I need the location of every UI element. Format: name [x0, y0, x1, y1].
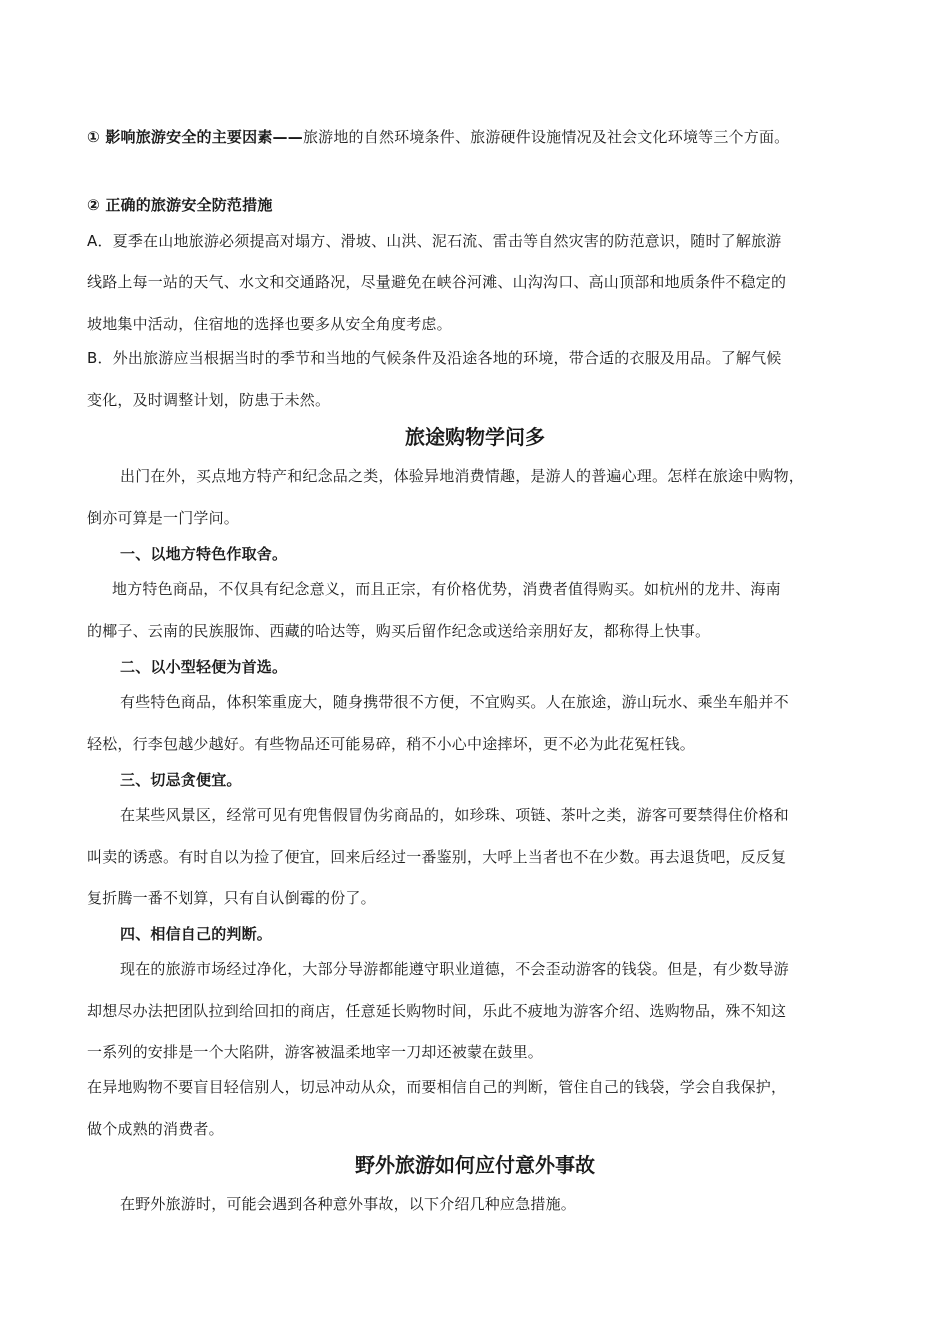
safety-factors-heading: ① 影响旅游安全的主要因素——: [87, 128, 303, 146]
measure-a-line-3: 坡地集中活动，住宿地的选择也要多从安全角度考虑。: [87, 315, 452, 333]
shopping-conclusion-line-2: 做个成熟的消费者。: [87, 1120, 224, 1138]
shopping-heading-1: 一、以地方特色作取舍。: [120, 545, 288, 563]
shopping-intro-line-1: 出门在外，买点地方特产和纪念品之类，体验异地消费情趣，是游人的普遍心理。怎样在旅途中购物，: [120, 467, 805, 485]
shopping-p3-line-1: 在某些风景区，经常可见有兜售假冒伪劣商品的，如珍珠、项链、茶叶之类，游客可要禁得住价格和: [120, 806, 789, 824]
outdoor-intro: 在野外旅游时，可能会遇到各种意外事故，以下介绍几种应急措施。: [120, 1195, 577, 1213]
shopping-title: 旅途购物学问多: [405, 425, 545, 449]
shopping-p3-line-3: 复折腾一番不划算，只有自认倒霉的份了。: [87, 889, 376, 907]
shopping-p4-line-3: 一系列的安排是一个大陷阱，游客被温柔地宰一刀却还被蒙在鼓里。: [87, 1043, 544, 1061]
shopping-heading-3: 三、切忌贪便宜。: [120, 771, 242, 789]
shopping-p2-line-1: 有些特色商品，体积笨重庞大，随身携带很不方便，不宜购买。人在旅途，游山玩水、乘坐车船并不: [120, 693, 789, 711]
measure-b-line-1: B．外出旅游应当根据当时的季节和当地的气候条件及沿途各地的环境，带合适的衣服及用品。了解气候: [87, 349, 782, 367]
measure-b-line-2: 变化，及时调整计划，防患于未然。: [87, 391, 331, 409]
shopping-p1-line-2: 的椰子、云南的民族服饰、西藏的哈达等，购买后留作纪念或送给亲朋好友，都称得上快事。: [87, 622, 711, 640]
safety-factors-text: 旅游地的自然环境条件、旅游硬件设施情况及社会文化环境等三个方面。: [302, 128, 790, 146]
measure-a-line-2: 线路上每一站的天气、水文和交通路况，尽量避免在峡谷河滩、山沟沟口、高山顶部和地质条件不稳定的: [87, 273, 787, 291]
outdoor-title: 野外旅游如何应付意外事故: [355, 1153, 595, 1177]
shopping-p1-line-1: 地方特色商品，不仅具有纪念意义，而且正宗，有价格优势，消费者值得购买。如杭州的龙井、海南: [112, 580, 781, 598]
measure-a-line-1: A．夏季在山地旅游必须提高对塌方、滑坡、山洪、泥石流、雷击等自然灾害的防范意识，随时了解旅游: [87, 232, 782, 250]
shopping-p4-line-2: 却想尽办法把团队拉到给回扣的商店，任意延长购物时间，乐此不疲地为游客介绍、选购物品，殊不知这: [87, 1002, 787, 1020]
shopping-conclusion-line-1: 在异地购物不要盲目轻信别人，切忌冲动从众，而要相信自己的判断，管住自己的钱袋，学会自我保护，: [87, 1078, 787, 1096]
safety-factors-paragraph: [87, 126, 877, 148]
shopping-heading-4: 四、相信自己的判断。: [120, 925, 273, 943]
shopping-intro-line-2: 倒亦可算是一门学问。: [87, 509, 240, 527]
shopping-p4-line-1: 现在的旅游市场经过净化，大部分导游都能遵守职业道德，不会歪动游客的钱袋。但是，有少数导游: [120, 960, 789, 978]
shopping-heading-2: 二、以小型轻便为首选。: [120, 658, 288, 676]
safety-measures-heading: ② 正确的旅游安全防范措施: [87, 196, 273, 214]
shopping-p2-line-2: 轻松，行李包越少越好。有些物品还可能易碎，稍不小心中途摔坏，更不必为此花冤枉钱。: [87, 735, 696, 753]
shopping-p3-line-2: 叫卖的诱惑。有时自以为捡了便宜，回来后经过一番鉴别，大呼上当者也不在少数。再去退货吧，反反复: [87, 848, 787, 866]
